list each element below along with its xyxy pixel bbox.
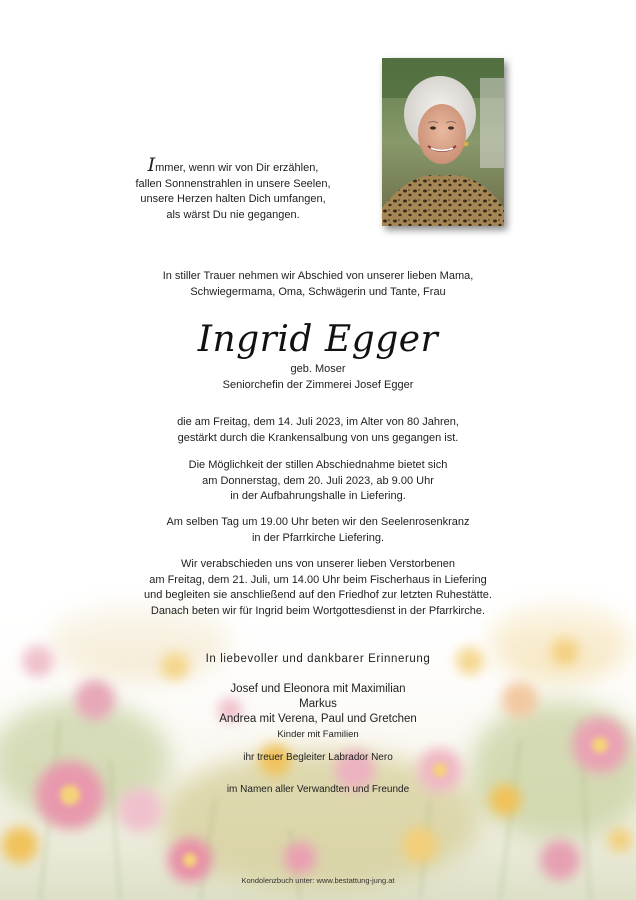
condolence-footer: Kondolenzbuch unter: www.bestattung-jung.at [241,876,395,885]
funeral-line: und begleiten sie anschließend auf den Friedhof zur letzten Ruhestätte. [144,589,492,601]
family-line: Andrea mit Verena, Paul und Gretchen [219,713,417,725]
viewing-line: in der Aufbahrungshalle in Liefering. [230,490,406,502]
family-list [0,682,636,742]
funeral-line: Danach beten wir für Ingrid beim Wortgottesdienst in der Pfarrkirche. [150,604,486,617]
relatives-line: im Namen aller Verwandten und Freunde [226,784,410,795]
poem-line: fallen Sonnenstrahlen in unsere Seelen, [135,177,331,190]
intro-line: In stiller Trauer nehmen wir Abschied von unserer lieben Mama, [162,270,474,282]
family-line: Josef und Eleonora mit Maximilian [230,683,406,695]
memorial-poem [118,154,348,223]
deceased-details [0,362,636,393]
memory-heading: In liebevoller und dankbarer Erinnerung [205,653,431,665]
maiden-name: geb. Moser [290,363,346,375]
viewing-info [0,458,636,505]
funeral-line: Wir verabschieden uns von unserer lieben Verstorbenen [181,558,455,570]
poem-initial: I [147,154,156,176]
rosary-info [0,515,636,546]
deceased-title: Seniorchefin der Zimmerei Josef Egger [222,378,414,391]
intro-line: Schwiegermama, Oma, Schwägerin und Tante, Frau [190,285,446,298]
poem-line: als wärst Du nie gegangen. [166,208,300,221]
rosary-line: in der Pfarrkirche Liefering. [251,531,385,544]
death-notice-line: die am Freitag, dem 14. Juli 2023, im Alter von 80 Jahren, [177,416,459,428]
poem-line-1-text: mmer, wenn wir von Dir erzählen, [155,162,319,174]
family-line: Markus [299,698,337,710]
funeral-line: am Freitag, dem 21. Juli, um 14.00 Uhr beim Fischerhaus in Liefering [149,573,487,586]
family-note: Kinder mit Familien [277,729,359,740]
funeral-info [0,557,636,619]
deceased-name: Ingrid Egger [197,319,439,360]
death-notice [0,415,636,446]
viewing-line: am Donnerstag, dem 20. Juli 2023, ab 9.00 Uhr [202,474,434,487]
death-notice-line: gestärkt durch die Krankensalbung von uns gegangen ist. [177,431,459,444]
poem-line-1 [118,154,348,177]
companion-line: ihr treuer Begleiter Labrador Nero [243,752,393,763]
viewing-line: Die Möglichkeit der stillen Abschiednahme bietet sich [188,459,448,471]
rosary-line: Am selben Tag um 19.00 Uhr beten wir den Seelenrosenkranz [166,516,470,528]
portrait-photo [382,58,504,226]
intro-text [0,269,636,300]
poem-line: unsere Herzen halten Dich umfangen, [140,193,326,205]
